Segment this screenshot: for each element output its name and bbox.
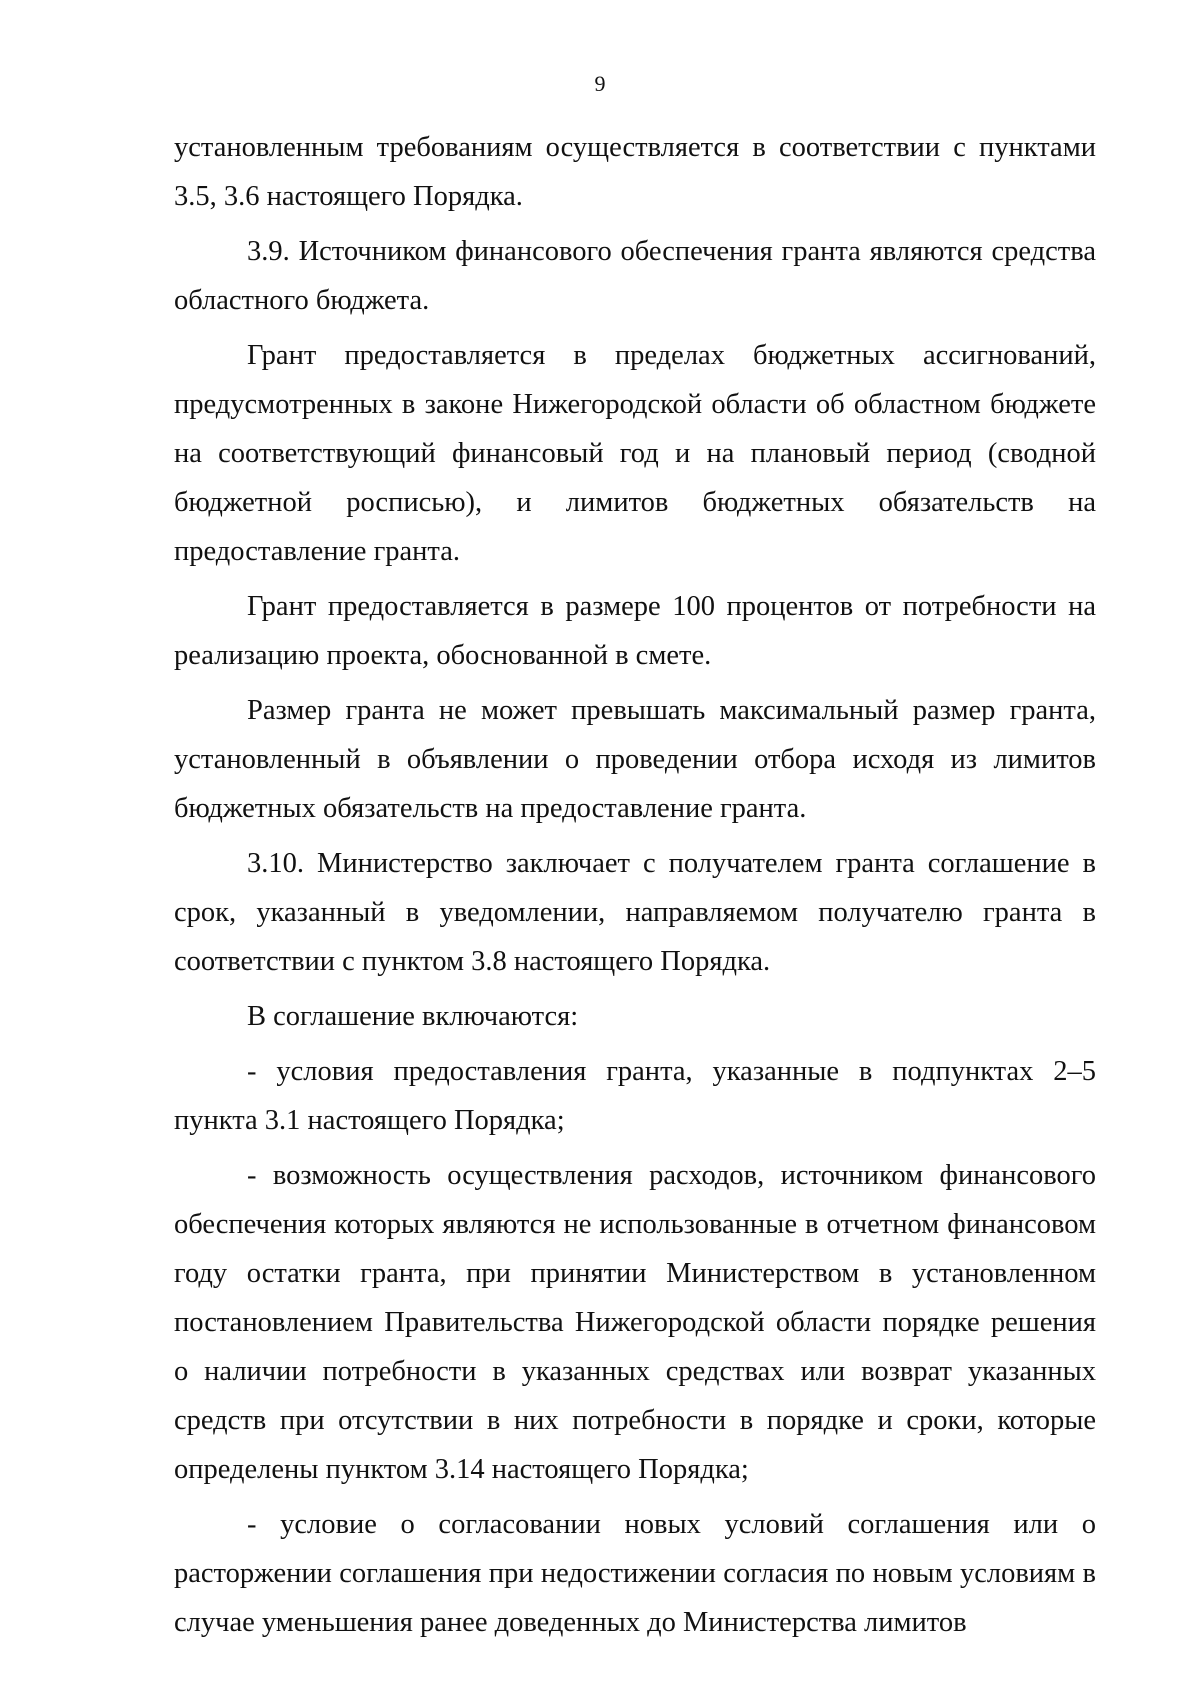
paragraph-grant-limits: Грант предоставляется в пределах бюджетных ассигнований, предусмотренных в законе Нижегородской области об областном бюджете на соответствующий финансовый год и на плановый период (сводной бюджетной росписью), и лимитов бюджетных обязательств на предоставление гранта.: [174, 340, 1096, 567]
paragraph-3-10: 3.10. Министерство заключает с получателем гранта соглашение в срок, указанный в уведомлении, направляемом получателю гранта в соответствии с пунктом 3.8 настоящего Порядка.: [174, 848, 1096, 977]
paragraph-grant-amount: Грант предоставляется в размере 100 процентов от потребности на реализацию проекта, обоснованной в смете.: [174, 591, 1096, 671]
paragraph-grant-max: Размер гранта не может превышать максимальный размер гранта, установленный в объявлении о проведении отбора исходя из лимитов бюджетных обязательств на предоставление гранта.: [174, 695, 1096, 824]
list-item-conditions: - условия предоставления гранта, указанные в подпунктах 2–5 пункта 3.1 настоящего Порядка;: [174, 1056, 1096, 1136]
page-number: 9: [594, 71, 606, 96]
paragraph-agreement-includes: В соглашение включаются:: [247, 1001, 579, 1032]
paragraph-3-9: 3.9. Источником финансового обеспечения гранта являются средства областного бюджета.: [174, 236, 1096, 316]
paragraph-continuation: установленным требованиям осуществляется в соответствии с пунктами 3.5, 3.6 настоящего Порядка.: [174, 132, 1096, 212]
document-body: [174, 123, 1096, 1647]
list-item-new-conditions: - условие о согласовании новых условий соглашения или о расторжении соглашения при недостижении согласия по новым условиям в случае уменьшения ранее доведенных до Министерства лимитов: [174, 1509, 1096, 1638]
list-item-expenses: - возможность осуществления расходов, источником финансового обеспечения которых являются не использованные в отчетном финансовом году остатки гранта, при принятии Министерством в установленном постановлением Правительства Нижегородской области порядке решения о наличии потребности в указанных средствах или возврат указанных средств при отсутствии в них потребности в порядке и сроки, которые определены пунктом 3.14 настоящего Порядка;: [174, 1160, 1096, 1485]
